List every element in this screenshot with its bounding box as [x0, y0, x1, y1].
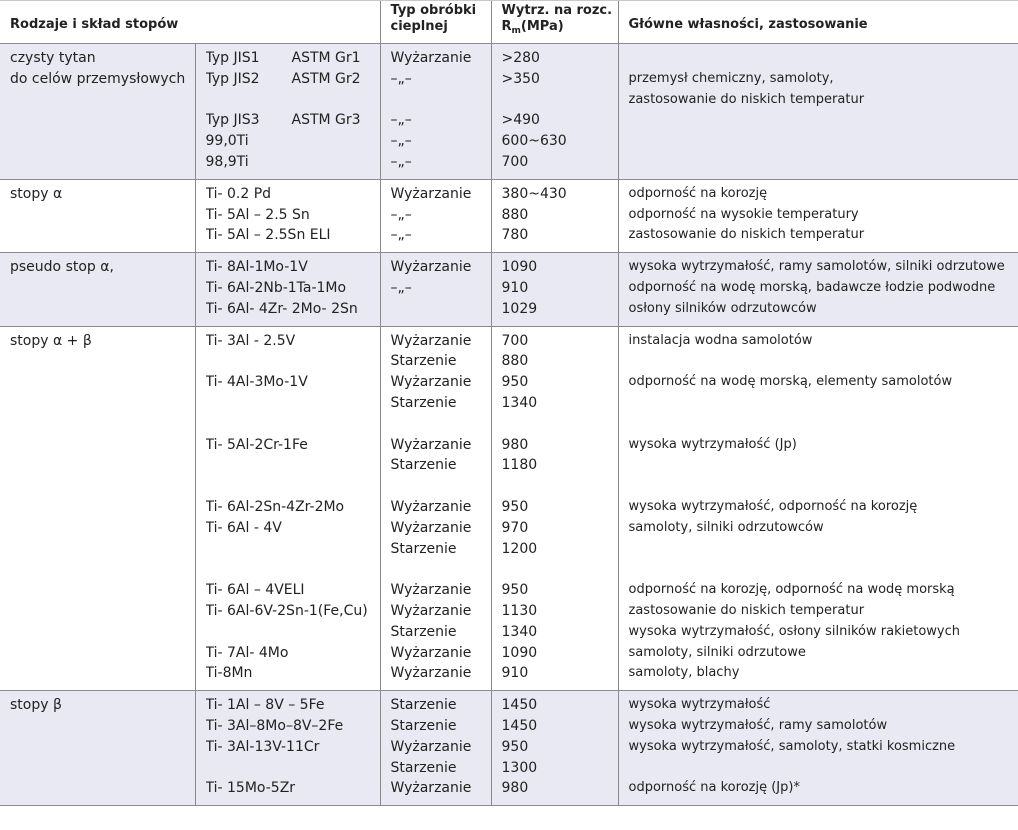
alloy-name: Ti- 3Al-13V-11Cr	[205, 738, 320, 755]
properties-use-cell	[618, 44, 1018, 180]
alloy-line	[206, 518, 376, 539]
tensile-strength-value: 380~430	[501, 185, 567, 202]
alloy-line	[206, 716, 376, 737]
heat-treatment-cell	[380, 253, 491, 326]
alloy-line	[206, 205, 376, 226]
properties-use-text	[629, 758, 1015, 779]
heat-treatment-value: Wyżarzanie	[390, 582, 472, 599]
table-row	[0, 44, 1018, 180]
properties-use-text: odporność na korozję (Jp)*	[628, 780, 800, 796]
heat-treatment-cell	[380, 326, 491, 691]
alloy-composition-cell	[195, 691, 380, 806]
astm-grade: ASTM Gr2	[291, 70, 361, 87]
alloy-name: Ti- 5Al – 2.5 Sn	[205, 206, 310, 223]
tensile-strength-value: 880	[501, 206, 529, 223]
heat-treatment-value: Wyżarzanie	[390, 602, 472, 619]
heat-treatment-value: Wyżarzanie	[390, 259, 472, 276]
tensile-strength-value: 880	[501, 353, 529, 370]
alloy-group-name: stopy β	[10, 697, 62, 714]
tensile-strength-value: 600~630	[501, 133, 567, 150]
tensile-strength-value: 1340	[501, 623, 538, 640]
properties-use-cell	[618, 326, 1018, 691]
alloy-group-name: pseudo stop α,	[10, 259, 114, 276]
alloy-group-name: do celów przemysłowych	[10, 70, 186, 87]
header-tensile-strength-line2	[502, 19, 618, 39]
tensile-strength-cell	[491, 326, 618, 691]
alloy-group-cell	[0, 179, 195, 252]
tensile-strength-value: 950	[501, 374, 529, 391]
header-heat-treatment-line2: cieplnej	[390, 19, 448, 34]
heat-treatment-value: Wyżarzanie	[390, 644, 472, 661]
alloy-line	[206, 331, 376, 352]
tensile-strength-value: 1090	[501, 259, 538, 276]
astm-grade: ASTM Gr3	[291, 112, 361, 129]
tensile-strength-value	[502, 90, 614, 111]
heat-treatment-value: –„–	[390, 206, 412, 223]
properties-use-text: wysoka wytrzymałość, samoloty, statki kosmiczne	[628, 738, 956, 754]
alloy-line	[206, 539, 376, 560]
heat-treatment-cell	[380, 44, 491, 180]
tensile-strength-value: 1200	[501, 540, 538, 557]
heat-treatment-cell	[380, 179, 491, 252]
tensile-strength-cell	[491, 44, 618, 180]
alloy-group-cell	[0, 691, 195, 806]
properties-use-cell	[618, 253, 1018, 326]
alloy-line	[206, 372, 376, 393]
properties-use-text: odporność na wysokie temperatury	[628, 206, 859, 222]
alloy-name: Ti- 5Al-2Cr-1Fe	[205, 436, 308, 453]
alloy-name: Ti- 6Al-6V-2Sn-1(Fe,Cu)	[205, 602, 368, 619]
alloy-composition-cell	[195, 179, 380, 252]
tensile-strength-value: >350	[501, 70, 540, 87]
alloy-line	[206, 225, 376, 246]
alloy-group-name: stopy α	[10, 185, 63, 202]
heat-treatment-value: Starzenie	[390, 353, 457, 370]
table-row	[0, 253, 1018, 326]
properties-use-text: wysoka wytrzymałość, osłony silników rakietowych	[628, 623, 960, 639]
tensile-strength-cell	[491, 691, 618, 806]
header-rm-unit: (MPa)	[520, 19, 564, 34]
tensile-strength-value: 780	[501, 227, 529, 244]
tensile-strength-value: 1300	[501, 759, 538, 776]
alloy-name: Ti- 6Al-2Nb-1Ta-1Mo	[205, 279, 347, 296]
header-properties-use: Główne własności, zastosowanie	[618, 1, 1018, 44]
heat-treatment-value: –„–	[390, 133, 412, 150]
properties-use-text	[629, 110, 1015, 131]
alloy-line	[206, 622, 376, 643]
alloy-line	[206, 299, 376, 320]
heat-treatment-value: –„–	[390, 279, 412, 296]
alloy-line	[206, 758, 376, 779]
alloy-name: Ti- 6Al – 4VELI	[205, 582, 305, 599]
alloy-line	[206, 737, 376, 758]
properties-use-text: zastosowanie do niskich temperatur	[628, 91, 865, 107]
alloy-name: Ti- 4Al-3Mo-1V	[205, 374, 308, 391]
heat-treatment-value: Wyżarzanie	[390, 738, 472, 755]
header-rm-subscript: m	[511, 26, 521, 36]
alloy-line	[206, 351, 376, 372]
alloy-line	[206, 152, 376, 173]
alloy-group-cell	[0, 253, 195, 326]
alloy-line	[206, 559, 376, 580]
alloy-line	[206, 580, 376, 601]
heat-treatment-value: Starzenie	[390, 457, 457, 474]
properties-use-text	[629, 152, 1015, 173]
alloy-line	[206, 184, 376, 205]
heat-treatment-value	[391, 476, 487, 497]
properties-use-text: wysoka wytrzymałość (Jp)	[628, 436, 797, 452]
heat-treatment-value	[391, 299, 487, 320]
properties-use-text	[629, 414, 1015, 435]
tensile-strength-value: 1029	[501, 300, 538, 317]
properties-use-text	[629, 131, 1015, 152]
table-body	[0, 44, 1018, 806]
alloy-name: 98,9Ti	[205, 153, 249, 170]
tensile-strength-value: 980	[501, 436, 529, 453]
properties-use-text	[629, 393, 1015, 414]
tensile-strength-value: 1180	[501, 457, 538, 474]
alloy-name: Typ JIS2	[205, 70, 260, 87]
heat-treatment-value: Wyżarzanie	[390, 436, 472, 453]
properties-use-text	[629, 455, 1015, 476]
properties-use-text: osłony silników odrzutowców	[628, 300, 817, 316]
properties-use-text: odporność na korozję, odporność na wodę morską	[628, 582, 955, 598]
heat-treatment-value: Starzenie	[390, 717, 457, 734]
heat-treatment-value	[391, 414, 487, 435]
heat-treatment-value: Starzenie	[390, 394, 457, 411]
tensile-strength-value: 910	[501, 279, 529, 296]
astm-grade: ASTM Gr1	[291, 50, 361, 66]
tensile-strength-value: 950	[501, 738, 529, 755]
tensile-strength-value: 1130	[501, 602, 538, 619]
alloy-name: Ti- 6Al-2Sn-4Zr-2Mo	[205, 498, 345, 515]
properties-use-text	[629, 476, 1015, 497]
header-heat-treatment-line1: Typ obróbki	[390, 3, 477, 18]
heat-treatment-cell	[380, 691, 491, 806]
alloy-line	[206, 455, 376, 476]
table-header-row	[0, 1, 1018, 44]
tensile-strength-value: 700	[501, 332, 529, 349]
heat-treatment-value: Wyżarzanie	[390, 50, 472, 66]
header-rm-symbol: R	[501, 19, 512, 34]
alloy-line	[206, 695, 376, 716]
properties-use-text: samoloty, blachy	[628, 665, 740, 681]
header-alloy-composition: Rodzaje i skład stopów	[0, 1, 380, 44]
tensile-strength-value	[502, 414, 614, 435]
alloy-line	[206, 476, 376, 497]
alloy-line	[206, 90, 376, 111]
properties-use-text: instalacja wodna samolotów	[628, 332, 813, 348]
alloy-line	[206, 48, 376, 69]
header-tensile-strength	[491, 1, 618, 44]
heat-treatment-value: Starzenie	[390, 759, 457, 776]
alloy-name: Ti- 6Al - 4V	[205, 519, 282, 536]
tensile-strength-value	[502, 476, 614, 497]
alloy-name: Ti- 5Al – 2.5Sn ELI	[205, 227, 331, 244]
alloy-name: Ti- 8Al-1Mo-1V	[205, 259, 308, 276]
alloy-name: Ti- 0.2 Pd	[205, 185, 272, 202]
properties-use-text	[629, 48, 1015, 69]
heat-treatment-value: –„–	[390, 70, 412, 87]
properties-use-text	[629, 539, 1015, 560]
alloy-name: Ti- 3Al–8Mo–8V–2Fe	[205, 717, 344, 734]
alloy-name: 99,0Ti	[205, 133, 249, 150]
heat-treatment-value: Wyżarzanie	[390, 374, 472, 391]
properties-use-text: samoloty, silniki odrzutowców	[628, 519, 824, 535]
alloy-name: Ti- 1Al – 8V – 5Fe	[205, 697, 325, 714]
tensile-strength-value: 1450	[501, 717, 538, 734]
tensile-strength-value: 1340	[501, 394, 538, 411]
heat-treatment-value: Starzenie	[390, 697, 457, 714]
heat-treatment-value: Wyżarzanie	[390, 332, 472, 349]
table-row	[0, 691, 1018, 806]
heat-treatment-value: –„–	[390, 227, 412, 244]
alloy-line	[206, 393, 376, 414]
heat-treatment-value: –„–	[390, 153, 412, 170]
tensile-strength-value: 1450	[501, 697, 538, 714]
alloy-line	[206, 778, 376, 799]
tensile-strength-value: 950	[501, 582, 529, 599]
properties-use-text: samoloty, silniki odrzutowe	[628, 644, 806, 660]
properties-use-text: przemysł chemiczny, samoloty,	[628, 70, 834, 86]
heat-treatment-value: Wyżarzanie	[390, 498, 472, 515]
alloy-group-name: czysty tytan	[10, 50, 96, 66]
properties-use-cell	[618, 691, 1018, 806]
table-row	[0, 179, 1018, 252]
alloy-composition-cell	[195, 253, 380, 326]
alloy-line	[206, 497, 376, 518]
properties-use-text: zastosowanie do niskich temperatur	[628, 602, 865, 618]
alloy-name: Typ JIS1	[205, 50, 260, 66]
alloy-line	[206, 663, 376, 684]
header-heat-treatment	[380, 1, 491, 44]
tensile-strength-value: 910	[501, 665, 529, 682]
alloy-line	[206, 643, 376, 664]
properties-use-text: odporność na korozję	[628, 185, 768, 201]
alloy-line	[206, 257, 376, 278]
heat-treatment-value	[391, 559, 487, 580]
heat-treatment-value: Starzenie	[390, 623, 457, 640]
heat-treatment-value: Starzenie	[390, 540, 457, 557]
properties-use-text	[629, 351, 1015, 372]
alloy-name: Ti-8Mn	[205, 665, 253, 682]
header-tensile-strength-line1: Wytrz. na rozc.	[501, 3, 613, 18]
alloy-line	[206, 131, 376, 152]
properties-use-text: wysoka wytrzymałość, ramy samolotów	[628, 717, 888, 733]
properties-use-text: wysoka wytrzymałość, ramy samolotów, silniki odrzutowe	[628, 259, 1005, 275]
alloy-line	[206, 414, 376, 435]
alloy-name: Typ JIS3	[205, 112, 260, 129]
tensile-strength-value: 1090	[501, 644, 538, 661]
properties-use-text: odporność na wodę morską, badawcze łodzie podwodne	[628, 279, 996, 295]
alloy-line	[206, 435, 376, 456]
alloy-composition-cell	[195, 44, 380, 180]
tensile-strength-value: 980	[501, 780, 529, 797]
alloy-name: Ti- 3Al - 2.5V	[205, 332, 296, 349]
tensile-strength-value: 700	[501, 153, 529, 170]
tensile-strength-value: >280	[501, 50, 540, 66]
alloy-composition-cell	[195, 326, 380, 691]
alloy-group-cell	[0, 326, 195, 691]
table-row	[0, 326, 1018, 691]
properties-use-text	[629, 559, 1015, 580]
heat-treatment-value: Wyżarzanie	[390, 665, 472, 682]
tensile-strength-cell	[491, 253, 618, 326]
properties-use-cell	[618, 179, 1018, 252]
heat-treatment-value: Wyżarzanie	[390, 519, 472, 536]
tensile-strength-value	[502, 559, 614, 580]
alloy-line	[206, 110, 376, 131]
tensile-strength-value: >490	[501, 112, 540, 129]
properties-use-text: wysoka wytrzymałość, odporność na korozję	[628, 498, 918, 514]
alloy-name: Ti- 7Al- 4Mo	[205, 644, 289, 661]
alloy-name: Ti- 6Al- 4Zr- 2Mo- 2Sn	[205, 300, 358, 317]
alloy-line	[206, 601, 376, 622]
alloy-line	[206, 69, 376, 90]
alloy-line	[206, 278, 376, 299]
properties-use-text: wysoka wytrzymałość	[628, 697, 771, 713]
heat-treatment-value: Wyżarzanie	[390, 780, 472, 797]
properties-use-text: zastosowanie do niskich temperatur	[628, 227, 865, 243]
heat-treatment-value	[391, 90, 487, 111]
heat-treatment-value: Wyżarzanie	[390, 185, 472, 202]
properties-use-text: odporność na wodę morską, elementy samolotów	[628, 374, 953, 390]
tensile-strength-value: 970	[501, 519, 529, 536]
alloy-group-cell	[0, 44, 195, 180]
tensile-strength-value: 950	[501, 498, 529, 515]
alloy-name: Ti- 15Mo-5Zr	[205, 780, 296, 797]
tensile-strength-cell	[491, 179, 618, 252]
alloy-group-name: stopy α + β	[10, 332, 92, 349]
heat-treatment-value: –„–	[390, 112, 412, 129]
